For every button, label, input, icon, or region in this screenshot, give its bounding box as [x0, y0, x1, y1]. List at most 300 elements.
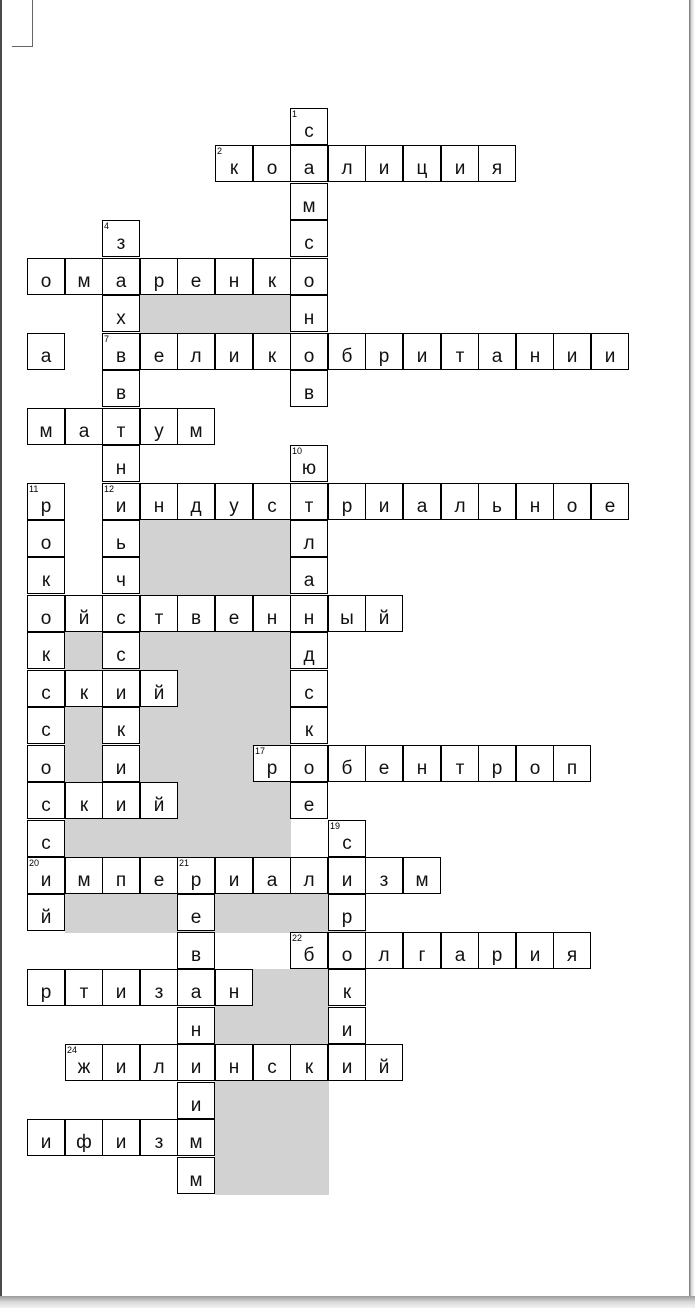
cell-letter: о: [529, 757, 541, 779]
cell-letter: и: [341, 869, 353, 891]
cell-letter: й: [153, 794, 165, 816]
crossword-cell[interactable]: [102, 1044, 140, 1081]
cell-letter: ф: [76, 1131, 92, 1153]
crossword-cell[interactable]: [27, 557, 65, 594]
crossword-cell[interactable]: [290, 632, 328, 669]
cell-letter: е: [153, 869, 165, 891]
shaded-block: [65, 894, 366, 933]
cell-letter: а: [454, 944, 466, 966]
cell-letter: и: [115, 682, 127, 704]
cell-letter: я: [566, 944, 578, 966]
crossword-cell[interactable]: [365, 1044, 403, 1081]
crossword-cell[interactable]: [27, 595, 65, 632]
cell-letter: б: [303, 944, 315, 966]
cell-letter: м: [189, 1131, 203, 1153]
crossword-cell[interactable]: [215, 333, 253, 370]
cell-letter: о: [303, 757, 315, 779]
cell-letter: е: [190, 270, 202, 292]
cell-letter: к: [79, 794, 89, 816]
crossword-cell[interactable]: [478, 932, 516, 969]
crossword-cell[interactable]: [591, 333, 629, 370]
cell-letter: с: [304, 232, 314, 254]
crossword-cell[interactable]: [290, 445, 328, 482]
crossword-cell[interactable]: [102, 520, 140, 557]
crossword-cell[interactable]: [478, 483, 516, 520]
cell-letter: в: [303, 382, 315, 404]
cell-letter: н: [228, 981, 240, 1003]
crossword-cell[interactable]: [328, 894, 366, 931]
crossword-cell[interactable]: [328, 857, 366, 894]
clue-number: 7: [104, 334, 110, 344]
crossword-cell[interactable]: [403, 857, 441, 894]
crossword-cell[interactable]: [27, 408, 65, 445]
crossword-cell[interactable]: [290, 745, 328, 782]
clue-number: 12: [104, 484, 115, 494]
crossword-cell[interactable]: [27, 670, 65, 707]
crossword-cell[interactable]: [403, 932, 441, 969]
cell-letter: р: [40, 981, 52, 1003]
clue-number: 1: [292, 109, 298, 119]
crossword-cell[interactable]: [177, 1119, 215, 1156]
crossword-cell[interactable]: [102, 445, 140, 482]
crossword-cell[interactable]: [102, 595, 140, 632]
cell-letter: и: [115, 495, 127, 517]
cell-letter: л: [190, 345, 202, 367]
crossword-cell[interactable]: [27, 707, 65, 744]
crossword-cell[interactable]: [516, 932, 554, 969]
cell-letter: й: [40, 906, 52, 928]
crossword-cell[interactable]: [102, 295, 140, 332]
crossword-cell[interactable]: [328, 932, 366, 969]
crossword-cell[interactable]: [290, 932, 328, 969]
crossword-cell[interactable]: [365, 857, 403, 894]
cell-letter: с: [304, 120, 314, 142]
crossword-cell[interactable]: [328, 745, 366, 782]
cell-letter: е: [303, 794, 315, 816]
cell-letter: к: [342, 981, 352, 1003]
cell-letter: д: [303, 644, 315, 666]
crossword-cell[interactable]: [27, 857, 65, 894]
crossword-cell[interactable]: [140, 1044, 178, 1081]
crossword-cell[interactable]: [441, 932, 479, 969]
crossword-cell[interactable]: [177, 969, 215, 1006]
cell-letter: к: [267, 270, 277, 292]
cell-letter: и: [190, 1094, 202, 1116]
cell-letter: в: [115, 345, 127, 367]
crossword-cell[interactable]: [328, 333, 366, 370]
crossword-cell[interactable]: [102, 857, 140, 894]
cell-letter: и: [378, 157, 390, 179]
crossword-cell[interactable]: [328, 820, 366, 857]
cell-letter: м: [415, 869, 429, 891]
crossword-cell[interactable]: [177, 333, 215, 370]
cell-letter: о: [341, 944, 353, 966]
crossword-cell[interactable]: [290, 557, 328, 594]
crossword-cell[interactable]: [102, 969, 140, 1006]
crossword-cell[interactable]: [553, 333, 591, 370]
cell-letter: с: [116, 644, 126, 666]
cell-letter: п: [566, 757, 578, 779]
cell-letter: с: [342, 832, 352, 854]
cell-letter: и: [40, 1131, 52, 1153]
cell-letter: з: [154, 981, 164, 1003]
cell-letter: з: [116, 232, 126, 254]
crossword-cell[interactable]: [253, 857, 291, 894]
shaded-block: [177, 670, 291, 708]
cell-letter: о: [566, 495, 578, 517]
crossword-cell[interactable]: [290, 108, 328, 145]
crossword-cell[interactable]: [27, 483, 65, 520]
cell-letter: ь: [492, 495, 502, 517]
crossword-cell[interactable]: [177, 1044, 215, 1081]
cell-letter: м: [77, 270, 91, 292]
cell-letter: р: [40, 495, 52, 517]
crossword-cell[interactable]: [140, 258, 178, 295]
crossword-cell[interactable]: [65, 782, 103, 819]
crossword-cell[interactable]: [27, 258, 65, 295]
cell-letter: с: [41, 682, 51, 704]
cell-letter: т: [154, 607, 164, 629]
crossword-cell[interactable]: [290, 595, 328, 632]
crossword-cell[interactable]: [441, 145, 479, 182]
cell-letter: и: [115, 794, 127, 816]
crossword-cell[interactable]: [215, 145, 253, 182]
crossword-cell[interactable]: [65, 1044, 103, 1081]
cell-letter: с: [304, 682, 314, 704]
cell-letter: е: [378, 757, 390, 779]
cell-letter: л: [303, 869, 315, 891]
cell-letter: а: [303, 569, 315, 591]
crossword-cell[interactable]: [215, 483, 253, 520]
cell-letter: л: [454, 495, 466, 517]
crossword-cell[interactable]: [441, 333, 479, 370]
crossword-cell[interactable]: [290, 1044, 328, 1081]
cell-letter: м: [302, 195, 316, 217]
crossword-cell[interactable]: [177, 595, 215, 632]
cell-letter: а: [266, 869, 278, 891]
crossword-cell[interactable]: [177, 857, 215, 894]
crossword-cell[interactable]: [253, 745, 291, 782]
cell-letter: п: [115, 869, 127, 891]
crossword-cell[interactable]: [365, 595, 403, 632]
crossword-cell[interactable]: [591, 483, 629, 520]
cell-letter: т: [79, 981, 89, 1003]
crossword-cell[interactable]: [177, 258, 215, 295]
cell-letter: н: [416, 757, 428, 779]
crossword-cell[interactable]: [27, 1119, 65, 1156]
crossword-cell[interactable]: [65, 1119, 103, 1156]
cell-letter: с: [41, 832, 51, 854]
crossword-cell[interactable]: [102, 483, 140, 520]
crossword-cell[interactable]: [553, 932, 591, 969]
cell-letter: ь: [116, 532, 126, 554]
crossword-cell[interactable]: [253, 1044, 291, 1081]
crossword-cell[interactable]: [65, 258, 103, 295]
clue-number: 2: [217, 146, 223, 156]
crossword-cell[interactable]: [177, 932, 215, 969]
cell-letter: с: [41, 794, 51, 816]
cell-letter: н: [529, 345, 541, 367]
cell-letter: т: [304, 495, 314, 517]
crossword-cell[interactable]: [441, 745, 479, 782]
crossword-cell[interactable]: [27, 782, 65, 819]
cell-letter: у: [154, 420, 164, 442]
crossword-cell[interactable]: [140, 595, 178, 632]
crossword-cell[interactable]: [365, 745, 403, 782]
crossword-cell[interactable]: [140, 670, 178, 707]
cell-letter: в: [115, 382, 127, 404]
cell-letter: р: [153, 270, 165, 292]
cell-letter: и: [115, 1131, 127, 1153]
crossword-cell[interactable]: [328, 483, 366, 520]
crossword-cell[interactable]: [177, 1007, 215, 1044]
crossword-cell[interactable]: [102, 408, 140, 445]
crossword-cell[interactable]: [478, 145, 516, 182]
crossword-cell[interactable]: [102, 745, 140, 782]
crossword-cell[interactable]: [253, 145, 291, 182]
page-bottom-border: [0, 1296, 695, 1308]
crossword-cell[interactable]: [290, 483, 328, 520]
crossword-cell[interactable]: [403, 145, 441, 182]
crossword-cell[interactable]: [290, 295, 328, 332]
crossword-cell[interactable]: [102, 258, 140, 295]
crossword-cell[interactable]: [290, 258, 328, 295]
crossword-cell[interactable]: [553, 483, 591, 520]
cell-letter: в: [190, 944, 202, 966]
crossword-cell[interactable]: [177, 408, 215, 445]
crossword-cell[interactable]: [365, 932, 403, 969]
crossword-cell[interactable]: [27, 745, 65, 782]
crossword-cell[interactable]: [102, 632, 140, 669]
cell-letter: р: [190, 869, 202, 891]
crossword-cell[interactable]: [290, 520, 328, 557]
crossword-cell[interactable]: [365, 483, 403, 520]
crossword-cell[interactable]: [215, 857, 253, 894]
cell-letter: и: [529, 944, 541, 966]
cell-letter: и: [341, 1019, 353, 1041]
crossword-cell[interactable]: [177, 1082, 215, 1119]
cell-letter: и: [115, 1056, 127, 1078]
cell-letter: ч: [116, 569, 126, 591]
cell-letter: ж: [77, 1056, 91, 1078]
crossword-cell[interactable]: [215, 258, 253, 295]
cell-letter: н: [190, 1019, 202, 1041]
cell-letter: в: [190, 607, 202, 629]
cell-letter: й: [78, 607, 90, 629]
shaded-block: [140, 707, 291, 746]
cell-letter: а: [303, 157, 315, 179]
crossword-cell[interactable]: [253, 333, 291, 370]
crossword-cell[interactable]: [140, 408, 178, 445]
cell-letter: т: [455, 345, 465, 367]
crossword-cell[interactable]: [140, 782, 178, 819]
crossword-cell[interactable]: [253, 483, 291, 520]
crossword-cell[interactable]: [102, 333, 140, 370]
cell-letter: а: [190, 981, 202, 1003]
cell-letter: л: [303, 532, 315, 554]
cell-letter: м: [77, 869, 91, 891]
crossword-cell[interactable]: [290, 707, 328, 744]
crossword-cell[interactable]: [290, 670, 328, 707]
crossword-cell[interactable]: [102, 782, 140, 819]
cell-letter: а: [40, 345, 52, 367]
cell-letter: р: [491, 757, 503, 779]
cell-letter: и: [378, 495, 390, 517]
crossword-cell[interactable]: [403, 745, 441, 782]
cell-letter: о: [303, 270, 315, 292]
crossword-cell[interactable]: [290, 370, 328, 407]
cell-letter: о: [266, 157, 278, 179]
cell-letter: н: [228, 270, 240, 292]
crossword-cell[interactable]: [328, 145, 366, 182]
cell-letter: е: [228, 607, 240, 629]
cell-letter: а: [115, 270, 127, 292]
cell-letter: к: [116, 719, 126, 741]
cell-letter: м: [189, 420, 203, 442]
cell-letter: е: [190, 906, 202, 928]
crossword-cell[interactable]: [290, 145, 328, 182]
cell-letter: з: [154, 1131, 164, 1153]
crossword-cell[interactable]: [102, 707, 140, 744]
cell-letter: р: [341, 906, 353, 928]
cell-letter: м: [189, 1169, 203, 1191]
crossword-cell[interactable]: [27, 820, 65, 857]
cell-letter: т: [116, 420, 126, 442]
crossword-cell[interactable]: [140, 1119, 178, 1156]
cell-letter: р: [341, 495, 353, 517]
crossword-cell[interactable]: [516, 483, 554, 520]
crossword-cell[interactable]: [102, 370, 140, 407]
clue-number: 20: [29, 858, 40, 868]
crossword-cell[interactable]: [441, 483, 479, 520]
crossword-cell[interactable]: [140, 483, 178, 520]
crossword-cell[interactable]: [290, 183, 328, 220]
cell-letter: р: [266, 757, 278, 779]
cell-letter: у: [229, 495, 239, 517]
crossword-cell[interactable]: [140, 333, 178, 370]
cell-letter: н: [115, 457, 127, 479]
cell-letter: л: [153, 1056, 165, 1078]
cell-letter: к: [304, 1056, 314, 1078]
clue-number: 17: [255, 746, 266, 756]
cell-letter: к: [41, 569, 51, 591]
crossword-cell[interactable]: [102, 220, 140, 257]
cell-letter: р: [378, 345, 390, 367]
cell-letter: к: [41, 644, 51, 666]
crossword-cell[interactable]: [215, 1044, 253, 1081]
cell-letter: и: [115, 981, 127, 1003]
cell-letter: и: [604, 345, 616, 367]
crossword-cell[interactable]: [328, 1007, 366, 1044]
cell-letter: к: [304, 719, 314, 741]
cell-letter: л: [378, 944, 390, 966]
cell-letter: е: [153, 345, 165, 367]
cell-letter: ю: [301, 457, 317, 479]
crossword-cell[interactable]: [140, 857, 178, 894]
cell-letter: й: [378, 607, 390, 629]
crossword-cell[interactable]: [65, 408, 103, 445]
clue-number: 19: [330, 821, 341, 831]
cell-letter: б: [341, 757, 353, 779]
crossword-cell[interactable]: [478, 333, 516, 370]
crossword-cell[interactable]: [290, 782, 328, 819]
cell-letter: а: [416, 495, 428, 517]
shaded-block: [65, 632, 103, 858]
crossword-cell[interactable]: [365, 145, 403, 182]
crossword-cell[interactable]: [553, 745, 591, 782]
crossword-cell[interactable]: [290, 333, 328, 370]
cell-letter: о: [40, 270, 52, 292]
cell-letter: с: [267, 1056, 277, 1078]
crossword-cell[interactable]: [65, 969, 103, 1006]
clue-number: 24: [67, 1045, 78, 1055]
cell-letter: н: [228, 1056, 240, 1078]
crossword-cell[interactable]: [516, 745, 554, 782]
cell-letter: т: [455, 757, 465, 779]
crossword-cell[interactable]: [253, 258, 291, 295]
cell-letter: о: [303, 345, 315, 367]
crossword-cell[interactable]: [215, 969, 253, 1006]
crossword-cell[interactable]: [290, 220, 328, 257]
cell-letter: с: [267, 495, 277, 517]
crossword-cell[interactable]: [253, 595, 291, 632]
clue-number: 21: [179, 858, 190, 868]
crossword-cell[interactable]: [290, 857, 328, 894]
shaded-block: [140, 632, 291, 671]
crossword-cell[interactable]: [65, 670, 103, 707]
cell-letter: о: [40, 607, 52, 629]
crossword-cell[interactable]: [478, 745, 516, 782]
crossword-cell[interactable]: [65, 857, 103, 894]
crossword-cell[interactable]: [102, 670, 140, 707]
crossword-cell[interactable]: [516, 333, 554, 370]
crossword-cell[interactable]: [403, 333, 441, 370]
crossword-cell[interactable]: [177, 894, 215, 931]
crossword-cell[interactable]: [65, 595, 103, 632]
crossword-cell[interactable]: [102, 557, 140, 594]
crossword-cell[interactable]: [328, 595, 366, 632]
crossword-cell[interactable]: [403, 483, 441, 520]
crossword-cell[interactable]: [328, 1044, 366, 1081]
cell-letter: и: [190, 1056, 202, 1078]
cell-letter: р: [491, 944, 503, 966]
cell-letter: х: [116, 307, 126, 329]
clue-number: 4: [104, 221, 110, 231]
cell-letter: д: [190, 495, 202, 517]
crossword-cell[interactable]: [177, 483, 215, 520]
crossword-cell[interactable]: [102, 1119, 140, 1156]
crossword-cell[interactable]: [27, 520, 65, 557]
crossword-cell[interactable]: [27, 632, 65, 669]
cell-letter: ц: [416, 157, 428, 179]
crossword-cell[interactable]: [27, 894, 65, 931]
shaded-block: [140, 295, 291, 334]
crossword-cell[interactable]: [215, 595, 253, 632]
crossword-cell[interactable]: [140, 969, 178, 1006]
crossword-cell[interactable]: [27, 333, 65, 370]
crossword-cell[interactable]: [365, 333, 403, 370]
cell-letter: к: [79, 682, 89, 704]
crossword-cell[interactable]: [27, 969, 65, 1006]
cell-letter: м: [39, 420, 53, 442]
cell-letter: л: [341, 157, 353, 179]
cell-letter: й: [153, 682, 165, 704]
crossword-cell[interactable]: [177, 1157, 215, 1194]
cell-letter: н: [303, 607, 315, 629]
cell-letter: н: [153, 495, 165, 517]
cell-letter: н: [303, 307, 315, 329]
crossword-cell[interactable]: [328, 969, 366, 1006]
